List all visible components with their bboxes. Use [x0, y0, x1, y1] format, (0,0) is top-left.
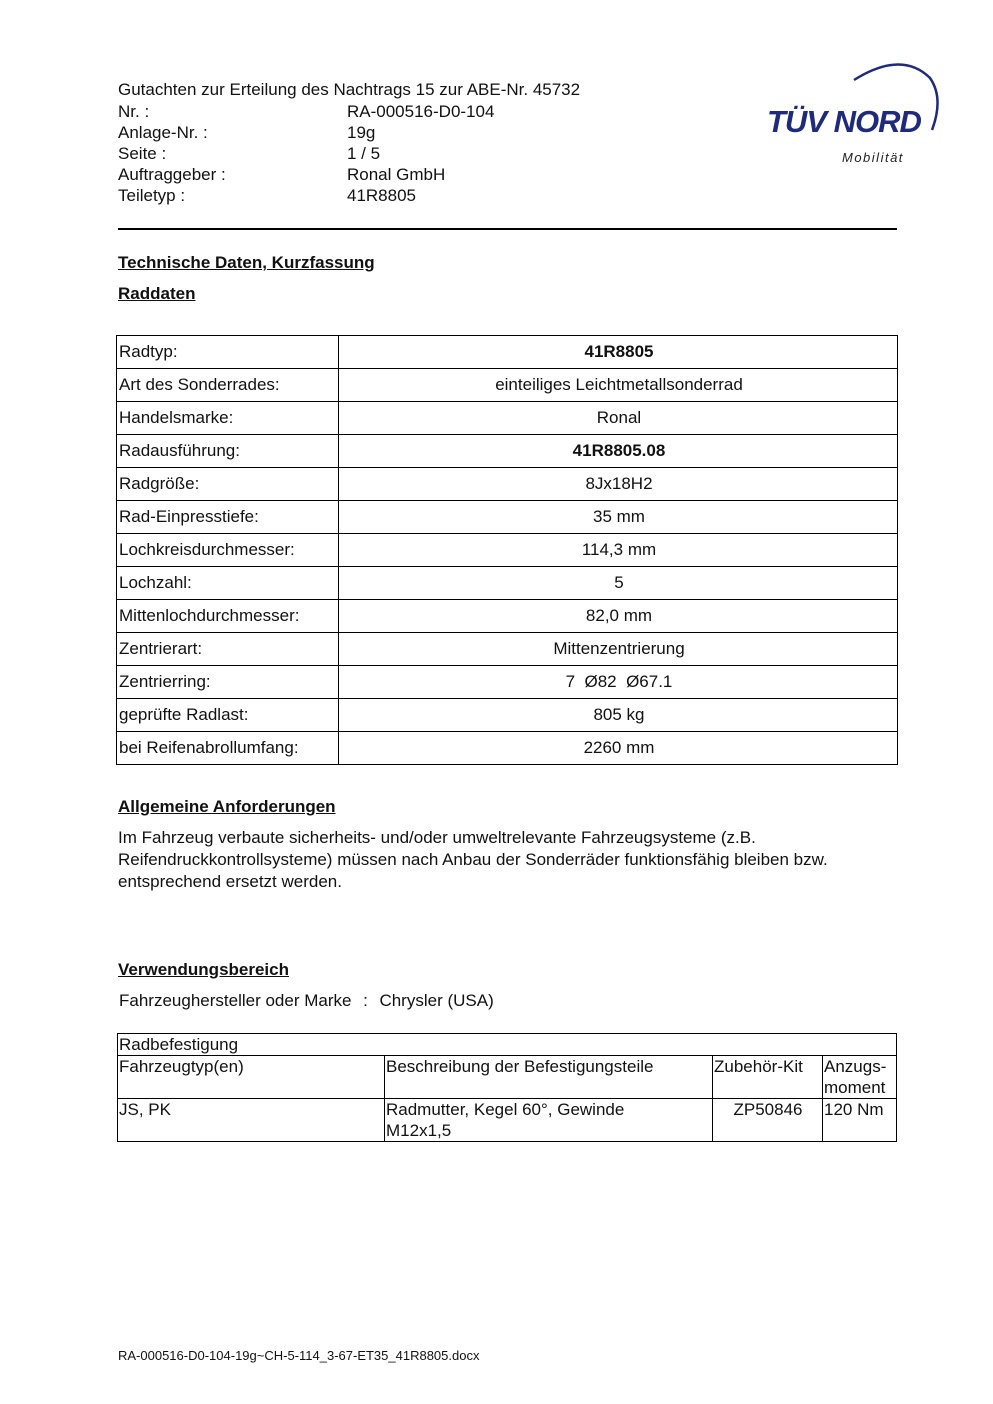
row-value: 41R8805.08 [339, 435, 898, 468]
table-row [117, 369, 898, 402]
header-key: Anlage-Nr. : [118, 123, 208, 142]
paragraph-line: Im Fahrzeug verbaute sicherheits- und/oder umweltrelevante Fahrzeugsysteme (z.B. [118, 828, 756, 847]
section-heading-allgemeine-anforderungen: Allgemeine Anforderungen [118, 797, 336, 816]
row-label: Handelsmarke: [117, 402, 339, 435]
cell-beschreibung [385, 1099, 713, 1142]
row-label: Art des Sonderrades: [117, 369, 339, 402]
row-value: einteiliges Leichtmetallsonderrad [339, 369, 898, 402]
row-label: Zentrierart: [117, 633, 339, 666]
section-heading-verwendungsbereich: Verwendungsbereich [118, 960, 289, 979]
table-row [117, 336, 898, 369]
header-key: Teiletyp : [118, 186, 186, 205]
row-value: Ronal [339, 402, 898, 435]
row-label: geprüfte Radlast: [117, 699, 339, 732]
paragraph-line: entsprechend ersetzt werden. [118, 872, 342, 891]
header-key: Auftraggeber : [118, 165, 226, 184]
header-line: Anzugs- [824, 1057, 887, 1076]
logo-wordmark: TÜV NORD [767, 104, 921, 139]
section-heading-raddaten: Raddaten [118, 284, 196, 303]
row-value: 82,0 mm [339, 600, 898, 633]
separator: : [363, 991, 368, 1010]
logo-subtitle: Mobilität [842, 150, 904, 165]
radbefestigung-table [117, 1033, 897, 1142]
table-row [118, 1099, 897, 1142]
cell-line: M12x1,5 [386, 1121, 452, 1140]
row-label: Lochkreisdurchmesser: [117, 534, 339, 567]
row-label: Zentrierring: [117, 666, 339, 699]
table-header-row [118, 1056, 897, 1099]
table-row [117, 600, 898, 633]
header-value: 1 / 5 [347, 144, 381, 163]
table-title: Radbefestigung [118, 1034, 897, 1056]
cell-line: Radmutter, Kegel 60°, Gewinde [386, 1100, 625, 1119]
row-value: 5 [339, 567, 898, 600]
table-row [117, 501, 898, 534]
row-value: 41R8805 [339, 336, 898, 369]
row-value: 8Jx18H2 [339, 468, 898, 501]
header-key: Nr. : [118, 102, 150, 121]
header-value: 19g [347, 123, 376, 142]
column-header: Beschreibung der Befestigungsteile [385, 1056, 713, 1099]
table-row [117, 633, 898, 666]
header-key: Seite : [118, 144, 167, 163]
column-header [823, 1056, 897, 1099]
footer-filename: RA-000516-D0-104-19g~CH-5-114_3-67-ET35_41R8805.docx [118, 1348, 480, 1363]
column-header: Fahrzeugtyp(en) [118, 1056, 385, 1099]
row-label: Radgröße: [117, 468, 339, 501]
table-title-row [118, 1034, 897, 1056]
header-value: RA-000516-D0-104 [347, 102, 495, 121]
row-label: Radtyp: [117, 336, 339, 369]
row-value: 35 mm [339, 501, 898, 534]
allgemein-paragraph [118, 827, 908, 893]
row-value: 805 kg [339, 699, 898, 732]
header-divider [118, 228, 897, 230]
row-value: 2260 mm [339, 732, 898, 765]
manufacturer-label: Fahrzeughersteller oder Marke [119, 991, 352, 1010]
table-row [117, 699, 898, 732]
tuv-nord-logo [762, 58, 942, 170]
row-label: Radausführung: [117, 435, 339, 468]
table-row [117, 435, 898, 468]
table-row [117, 468, 898, 501]
manufacturer-value: Chrysler (USA) [379, 991, 494, 1010]
paragraph-line: Reifendruckkontrollsysteme) müssen nach Anbau der Sonderräder funktionsfähig bleiben bzw. [118, 850, 828, 869]
manufacturer-line [119, 991, 494, 1011]
header-value: Ronal GmbH [347, 165, 446, 184]
cell-fahrzeugtyp: JS, PK [118, 1099, 385, 1142]
table-row [117, 666, 898, 699]
row-label: Rad-Einpresstiefe: [117, 501, 339, 534]
row-value: Mittenzentrierung [339, 633, 898, 666]
column-header: Zubehör-Kit [713, 1056, 823, 1099]
table-row [117, 567, 898, 600]
table-row [117, 534, 898, 567]
header-value: 41R8805 [347, 186, 417, 205]
header-line: moment [824, 1078, 886, 1097]
cell-anzugsmoment: 120 Nm [823, 1099, 897, 1142]
row-label: Mittenlochdurchmesser: [117, 600, 339, 633]
row-label: Lochzahl: [117, 567, 339, 600]
row-value: 114,3 mm [339, 534, 898, 567]
wheel-data-table [116, 335, 898, 765]
table-row [117, 732, 898, 765]
row-value: 7 Ø82 Ø67.1 [339, 666, 898, 699]
cell-zubehoer-kit: ZP50846 [713, 1099, 823, 1142]
row-label: bei Reifenabrollumfang: [117, 732, 339, 765]
section-heading-technische-daten: Technische Daten, Kurzfassung [118, 253, 375, 272]
document-title: Gutachten zur Erteilung des Nachtrags 15 zur ABE-Nr. 45732 [118, 80, 581, 99]
table-row [117, 402, 898, 435]
